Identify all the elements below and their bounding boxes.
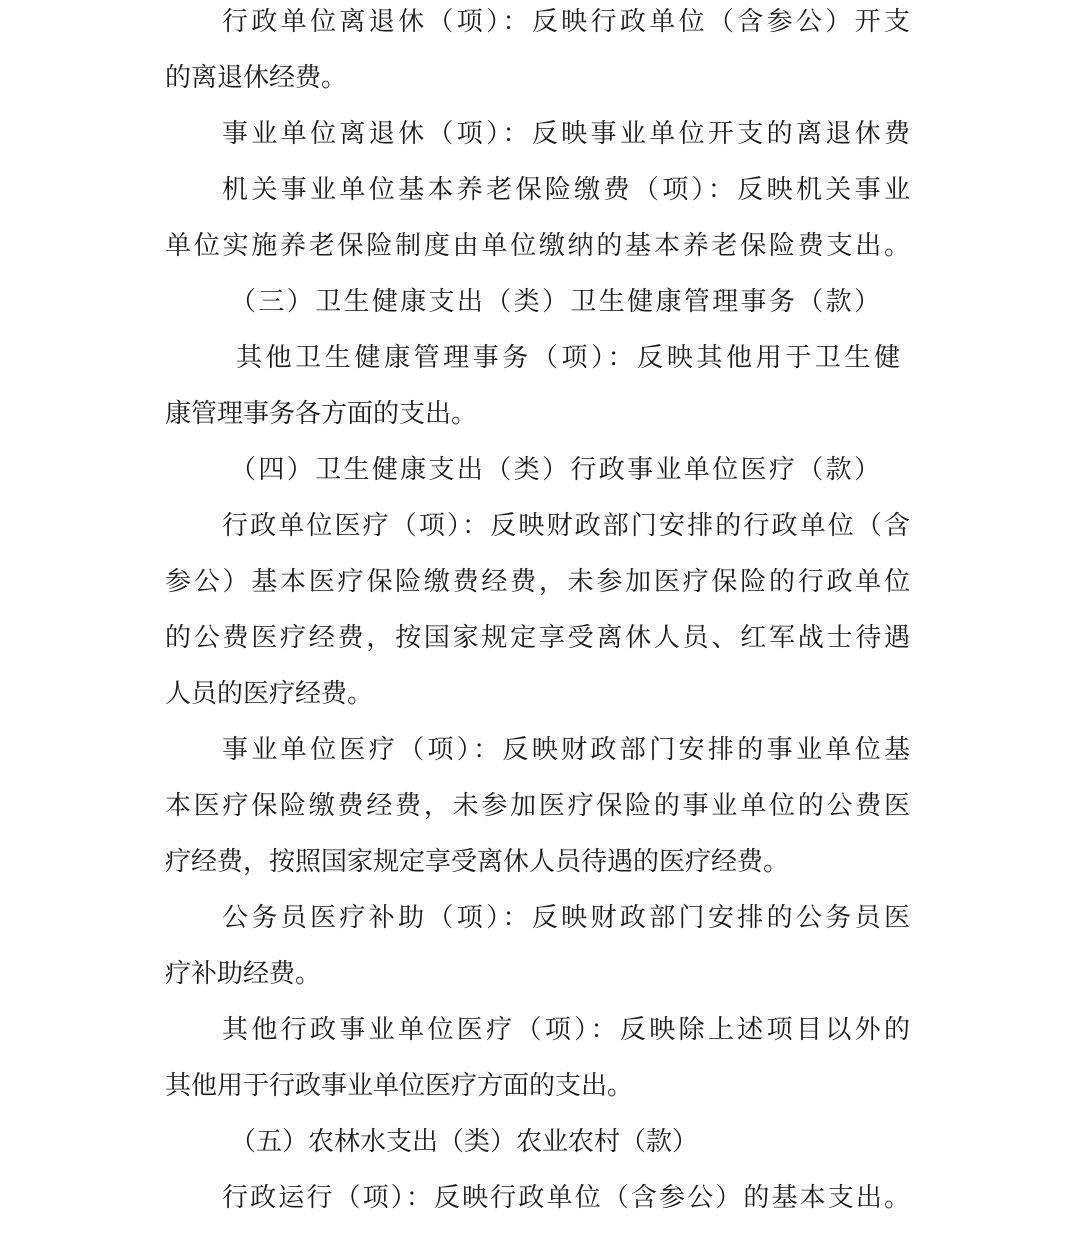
paragraph-line: 事业单位医疗（项）：反映财政部门安排的事业单位基 xyxy=(222,735,910,765)
paragraph-line: 康管理事务各方面的支出。 xyxy=(165,399,478,429)
paragraph-line: 单位实施养老保险制度由单位缴纳的基本养老保险费支出。 xyxy=(165,231,910,261)
paragraph-line: 的离退休经费。 xyxy=(165,63,348,93)
paragraph-line: 疗补助经费。 xyxy=(165,959,322,989)
paragraph-line: 参公）基本医疗保险缴费经费，未参加医疗保险的行政单位 xyxy=(165,567,910,597)
paragraph-line: 事业单位离退休（项）：反映事业单位开支的离退休费 xyxy=(222,119,910,149)
paragraph-line: 人员的医疗经费。 xyxy=(165,679,374,709)
paragraph-line: 行政运行（项）：反映行政单位（含参公）的基本支出。 xyxy=(222,1183,910,1213)
paragraph-line: 其他用于行政事业单位医疗方面的支出。 xyxy=(165,1071,634,1101)
paragraph-line: 其他卫生健康管理事务（项）：反映其他用于卫生健 xyxy=(236,343,900,373)
paragraph-line: 疗经费，按照国家规定享受离休人员待遇的医疗经费。 xyxy=(165,847,790,877)
section-heading: （五）农林水支出（类）农业农村（款） xyxy=(230,1127,699,1157)
paragraph-line: 行政单位离退休（项）：反映行政单位（含参公）开支 xyxy=(222,7,910,37)
paragraph-line: 行政单位医疗（项）：反映财政部门安排的行政单位（含 xyxy=(222,511,910,541)
paragraph-line: 的公费医疗经费，按国家规定享受离休人员、红军战士待遇 xyxy=(165,623,910,653)
paragraph-line: 其他行政事业单位医疗（项）：反映除上述项目以外的 xyxy=(222,1015,910,1045)
paragraph-line: 机关事业单位基本养老保险缴费（项）：反映机关事业 xyxy=(222,175,910,205)
paragraph-line: 本医疗保险缴费经费，未参加医疗保险的事业单位的公费医 xyxy=(165,791,910,821)
section-heading: （三）卫生健康支出（类）卫生健康管理事务（款） xyxy=(230,287,880,317)
section-heading: （四）卫生健康支出（类）行政事业单位医疗（款） xyxy=(230,455,880,485)
paragraph-line: 公务员医疗补助（项）：反映财政部门安排的公务员医 xyxy=(222,903,910,933)
